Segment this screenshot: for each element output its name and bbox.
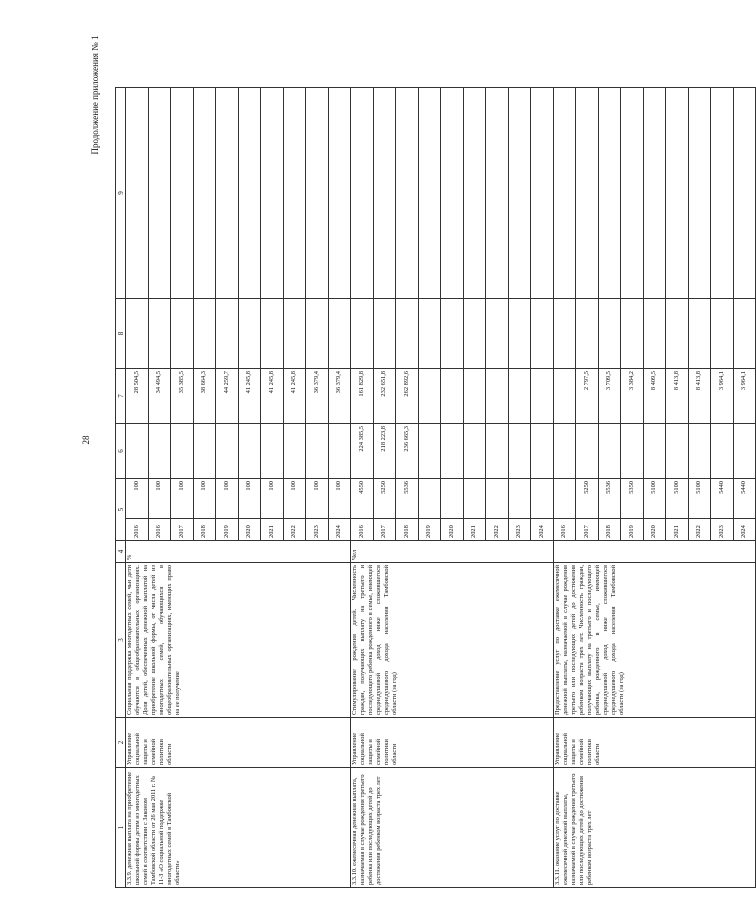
unit-cell: Чел bbox=[351, 541, 554, 563]
value-cell-c6 bbox=[238, 424, 261, 479]
measure-name-cell: 3.3.9. денежная выплата на приобретение школьной формы детям из многодетных семей в соответствии с Законом Тамбовской области от 26 мая 2011 г. № 11-З «О социальной поддержке многодетных семей в Тамбовской области» bbox=[126, 768, 351, 888]
continuation-label: Продолжение приложения № 1 bbox=[90, 35, 100, 155]
value-cell-c5 bbox=[486, 479, 509, 519]
empty-cell-col9 bbox=[396, 88, 419, 299]
empty-cell-col9 bbox=[283, 88, 306, 299]
empty-cell-col9 bbox=[711, 88, 734, 299]
year-cell: 2020 bbox=[238, 519, 261, 541]
value-cell-c5: 100 bbox=[193, 479, 216, 519]
empty-cell-col9 bbox=[171, 88, 194, 299]
unit-cell bbox=[553, 541, 756, 563]
value-cell-c5: 5250 bbox=[576, 479, 599, 519]
executor-cell: Управление социальной защиты и семейной политики области bbox=[351, 718, 554, 768]
year-cell: 2018 bbox=[396, 519, 419, 541]
empty-cell-col9 bbox=[553, 88, 576, 299]
value-cell-c6 bbox=[576, 424, 599, 479]
empty-cell-col8 bbox=[733, 299, 756, 369]
empty-cell-col9 bbox=[576, 88, 599, 299]
year-cell: 2024 bbox=[328, 519, 351, 541]
year-cell: 2021 bbox=[463, 519, 486, 541]
value-cell-c5: 5350 bbox=[621, 479, 644, 519]
value-cell-c7: 232 651,8 bbox=[373, 369, 396, 424]
empty-cell-col8 bbox=[553, 299, 576, 369]
unit-cell: % bbox=[126, 541, 351, 563]
value-cell-c7: 2 797,5 bbox=[576, 369, 599, 424]
value-cell-c5 bbox=[553, 479, 576, 519]
value-cell-c5: 5100 bbox=[666, 479, 689, 519]
year-cell: 2019 bbox=[621, 519, 644, 541]
empty-cell-col8 bbox=[283, 299, 306, 369]
indicator-cell: Социальная поддержка многодетных семей, чьи дети обучаются в общеобразовательных организациях. Доля детей, обеспеченных денежной выплатой на приобретение школьной формы, от числа детей из многодетных семей, обучающихся в общеобразовательных организациях, имеющих право на ее получение bbox=[126, 563, 351, 718]
value-cell-c7: 8 413,8 bbox=[688, 369, 711, 424]
empty-cell-col9 bbox=[328, 88, 351, 299]
value-cell-c6 bbox=[463, 424, 486, 479]
table-row bbox=[126, 88, 149, 888]
empty-cell-col8 bbox=[238, 299, 261, 369]
year-cell: 2018 bbox=[598, 519, 621, 541]
year-cell: 2016 bbox=[148, 519, 171, 541]
value-cell-c6 bbox=[666, 424, 689, 479]
value-cell-c7: 3 964,1 bbox=[733, 369, 756, 424]
empty-cell-col8 bbox=[306, 299, 329, 369]
value-cell-c5: 100 bbox=[238, 479, 261, 519]
value-cell-c6 bbox=[148, 424, 171, 479]
year-cell: 2024 bbox=[733, 519, 756, 541]
indicator-cell: Стимулирование рождения детей. Численность граждан, получающих выплату на третьего и последующего ребенка рожденного в семье, имеющей среднедушевой доход ниже сложившегося среднедушевого дохода населения Тамбовской области (за год) bbox=[351, 563, 554, 718]
executor-cell: Управление социальной защиты и семейной политики области bbox=[126, 718, 351, 768]
empty-cell-col8 bbox=[666, 299, 689, 369]
empty-cell-col8 bbox=[643, 299, 666, 369]
value-cell-c6 bbox=[126, 424, 149, 479]
column-header: 4 bbox=[116, 541, 126, 563]
measure-name-cell: 3.3.10. ежемесячная денежная выплата, назначаемая в случае рождения третьего ребенка или последующих детей до достижения ребенком возраста трех лет bbox=[351, 768, 554, 888]
value-cell-c7: 36 379,4 bbox=[328, 369, 351, 424]
empty-cell-col8 bbox=[193, 299, 216, 369]
value-cell-c6: 218 223,8 bbox=[373, 424, 396, 479]
empty-cell-col9 bbox=[193, 88, 216, 299]
year-cell: 2021 bbox=[666, 519, 689, 541]
value-cell-c7: 8 409,5 bbox=[643, 369, 666, 424]
empty-cell-col9 bbox=[688, 88, 711, 299]
value-cell-c5 bbox=[463, 479, 486, 519]
value-cell-c7 bbox=[531, 369, 554, 424]
year-cell: 2023 bbox=[711, 519, 734, 541]
value-cell-c5: 5250 bbox=[373, 479, 396, 519]
empty-cell-col8 bbox=[126, 299, 149, 369]
value-cell-c5: 100 bbox=[328, 479, 351, 519]
year-cell: 2023 bbox=[306, 519, 329, 541]
empty-cell-col9 bbox=[463, 88, 486, 299]
value-cell-c7: 161 829,8 bbox=[351, 369, 374, 424]
year-cell: 2017 bbox=[576, 519, 599, 541]
value-cell-c6 bbox=[643, 424, 666, 479]
empty-cell-col8 bbox=[598, 299, 621, 369]
value-cell-c7 bbox=[463, 369, 486, 424]
empty-cell-col8 bbox=[508, 299, 531, 369]
empty-cell-col8 bbox=[261, 299, 284, 369]
empty-cell-col8 bbox=[576, 299, 599, 369]
value-cell-c6 bbox=[598, 424, 621, 479]
value-cell-c6 bbox=[193, 424, 216, 479]
value-cell-c5: 5440 bbox=[733, 479, 756, 519]
value-cell-c6 bbox=[688, 424, 711, 479]
empty-cell-col8 bbox=[418, 299, 441, 369]
page-number: 28 bbox=[81, 435, 91, 445]
year-cell: 2022 bbox=[283, 519, 306, 541]
column-header: 2 bbox=[116, 718, 126, 768]
value-cell-c6 bbox=[486, 424, 509, 479]
empty-cell-col8 bbox=[441, 299, 464, 369]
value-cell-c7 bbox=[508, 369, 531, 424]
rotated-table-container bbox=[115, 88, 748, 888]
empty-cell-col8 bbox=[328, 299, 351, 369]
empty-cell-col8 bbox=[688, 299, 711, 369]
year-cell: 2016 bbox=[553, 519, 576, 541]
year-cell: 2019 bbox=[418, 519, 441, 541]
value-cell-c5 bbox=[531, 479, 554, 519]
value-cell-c6 bbox=[171, 424, 194, 479]
value-cell-c7: 28 504,5 bbox=[126, 369, 149, 424]
empty-cell-col8 bbox=[216, 299, 239, 369]
empty-cell-col8 bbox=[171, 299, 194, 369]
value-cell-c6 bbox=[441, 424, 464, 479]
empty-cell-col8 bbox=[621, 299, 644, 369]
year-cell: 2022 bbox=[688, 519, 711, 541]
empty-cell-col9 bbox=[351, 88, 374, 299]
value-cell-c6 bbox=[418, 424, 441, 479]
table-row bbox=[553, 88, 576, 888]
value-cell-c7 bbox=[486, 369, 509, 424]
value-cell-c5: 100 bbox=[216, 479, 239, 519]
value-cell-c6 bbox=[306, 424, 329, 479]
indicator-cell: Предоставление услуг по доставке ежемесячной денежной выплаты, назначаемой в случае рождения третьего или последующих детей до достижения ребенком возраста трех лет. Численность граждан, получающих выплату на третьего и последующего ребенка, рожденного в семье, имеющей среднедушевой доход ниже сложившегося среднедушевого дохода населения Тамбовской области (за год) bbox=[553, 563, 756, 718]
empty-cell-col9 bbox=[733, 88, 756, 299]
table-row bbox=[351, 88, 374, 888]
value-cell-c6: 224 385,5 bbox=[351, 424, 374, 479]
value-cell-c6 bbox=[216, 424, 239, 479]
value-cell-c5: 5536 bbox=[598, 479, 621, 519]
empty-cell-col8 bbox=[148, 299, 171, 369]
header-row bbox=[116, 88, 126, 888]
value-cell-c5: 100 bbox=[306, 479, 329, 519]
year-cell: 2017 bbox=[171, 519, 194, 541]
empty-cell-col9 bbox=[486, 88, 509, 299]
empty-cell-col9 bbox=[261, 88, 284, 299]
empty-cell-col9 bbox=[126, 88, 149, 299]
column-header: 1 bbox=[116, 768, 126, 888]
empty-cell-col9 bbox=[441, 88, 464, 299]
empty-cell-col9 bbox=[531, 88, 554, 299]
value-cell-c6 bbox=[711, 424, 734, 479]
empty-cell-col9 bbox=[306, 88, 329, 299]
value-cell-c6 bbox=[531, 424, 554, 479]
year-cell: 2023 bbox=[508, 519, 531, 541]
value-cell-c5: 5100 bbox=[643, 479, 666, 519]
column-header: 7 bbox=[116, 369, 126, 424]
empty-cell-col8 bbox=[531, 299, 554, 369]
empty-cell-col9 bbox=[148, 88, 171, 299]
value-cell-c7: 262 892,6 bbox=[396, 369, 419, 424]
column-header: 9 bbox=[116, 88, 126, 299]
value-cell-c5: 4550 bbox=[351, 479, 374, 519]
value-cell-c7: 3 964,1 bbox=[711, 369, 734, 424]
value-cell-c7: 3 384,2 bbox=[621, 369, 644, 424]
year-cell: 2020 bbox=[441, 519, 464, 541]
year-cell: 2017 bbox=[373, 519, 396, 541]
value-cell-c7: 35 385,5 bbox=[171, 369, 194, 424]
value-cell-c5: 5100 bbox=[688, 479, 711, 519]
value-cell-c6 bbox=[621, 424, 644, 479]
value-cell-c6 bbox=[553, 424, 576, 479]
empty-cell-col8 bbox=[396, 299, 419, 369]
year-cell: 2022 bbox=[486, 519, 509, 541]
value-cell-c5: 100 bbox=[148, 479, 171, 519]
value-cell-c7: 34 494,5 bbox=[148, 369, 171, 424]
value-cell-c6 bbox=[508, 424, 531, 479]
year-cell: 2016 bbox=[351, 519, 374, 541]
value-cell-c5: 100 bbox=[283, 479, 306, 519]
value-cell-c7 bbox=[418, 369, 441, 424]
empty-cell-col9 bbox=[238, 88, 261, 299]
empty-cell-col9 bbox=[643, 88, 666, 299]
value-cell-c7: 44 259,7 bbox=[216, 369, 239, 424]
empty-cell-col8 bbox=[373, 299, 396, 369]
year-cell: 2019 bbox=[216, 519, 239, 541]
value-cell-c6 bbox=[328, 424, 351, 479]
empty-cell-col8 bbox=[351, 299, 374, 369]
value-cell-c7: 41 245,8 bbox=[238, 369, 261, 424]
year-cell: 2020 bbox=[643, 519, 666, 541]
value-cell-c5: 5440 bbox=[711, 479, 734, 519]
value-cell-c7: 38 664,3 bbox=[193, 369, 216, 424]
column-header: 6 bbox=[116, 424, 126, 479]
value-cell-c7: 41 245,8 bbox=[261, 369, 284, 424]
value-cell-c5: 5536 bbox=[396, 479, 419, 519]
value-cell-c6 bbox=[283, 424, 306, 479]
value-cell-c5: 100 bbox=[261, 479, 284, 519]
value-cell-c5: 100 bbox=[126, 479, 149, 519]
empty-cell-col9 bbox=[598, 88, 621, 299]
year-cell: 2024 bbox=[531, 519, 554, 541]
empty-cell-col9 bbox=[418, 88, 441, 299]
empty-cell-col9 bbox=[666, 88, 689, 299]
column-header: 3 bbox=[116, 563, 126, 718]
empty-cell-col9 bbox=[508, 88, 531, 299]
column-header: 5 bbox=[116, 479, 126, 541]
value-cell-c6: 236 665,3 bbox=[396, 424, 419, 479]
value-cell-c7: 3 709,5 bbox=[598, 369, 621, 424]
empty-cell-col8 bbox=[711, 299, 734, 369]
empty-cell-col8 bbox=[463, 299, 486, 369]
year-cell: 2021 bbox=[261, 519, 284, 541]
year-cell: 2018 bbox=[193, 519, 216, 541]
value-cell-c7: 36 379,4 bbox=[306, 369, 329, 424]
value-cell-c6 bbox=[733, 424, 756, 479]
empty-cell-col9 bbox=[621, 88, 644, 299]
program-table bbox=[115, 87, 756, 888]
value-cell-c7: 8 413,8 bbox=[666, 369, 689, 424]
value-cell-c7 bbox=[553, 369, 576, 424]
value-cell-c7 bbox=[441, 369, 464, 424]
measure-name-cell: 3.3.11. оказание услуг по доставке ежемесячной денежной выплаты, назначаемой в случае рождения третьего или последующих детей до достижения ребенком возраста трех лет bbox=[553, 768, 756, 888]
value-cell-c5 bbox=[508, 479, 531, 519]
empty-cell-col9 bbox=[216, 88, 239, 299]
empty-cell-col9 bbox=[373, 88, 396, 299]
executor-cell: Управление социальной защиты и семейной политики области bbox=[553, 718, 756, 768]
value-cell-c6 bbox=[261, 424, 284, 479]
value-cell-c5: 100 bbox=[171, 479, 194, 519]
column-header: 8 bbox=[116, 299, 126, 369]
value-cell-c5 bbox=[418, 479, 441, 519]
empty-cell-col8 bbox=[486, 299, 509, 369]
value-cell-c5 bbox=[441, 479, 464, 519]
value-cell-c7: 41 245,8 bbox=[283, 369, 306, 424]
year-cell: 2016 bbox=[126, 519, 149, 541]
